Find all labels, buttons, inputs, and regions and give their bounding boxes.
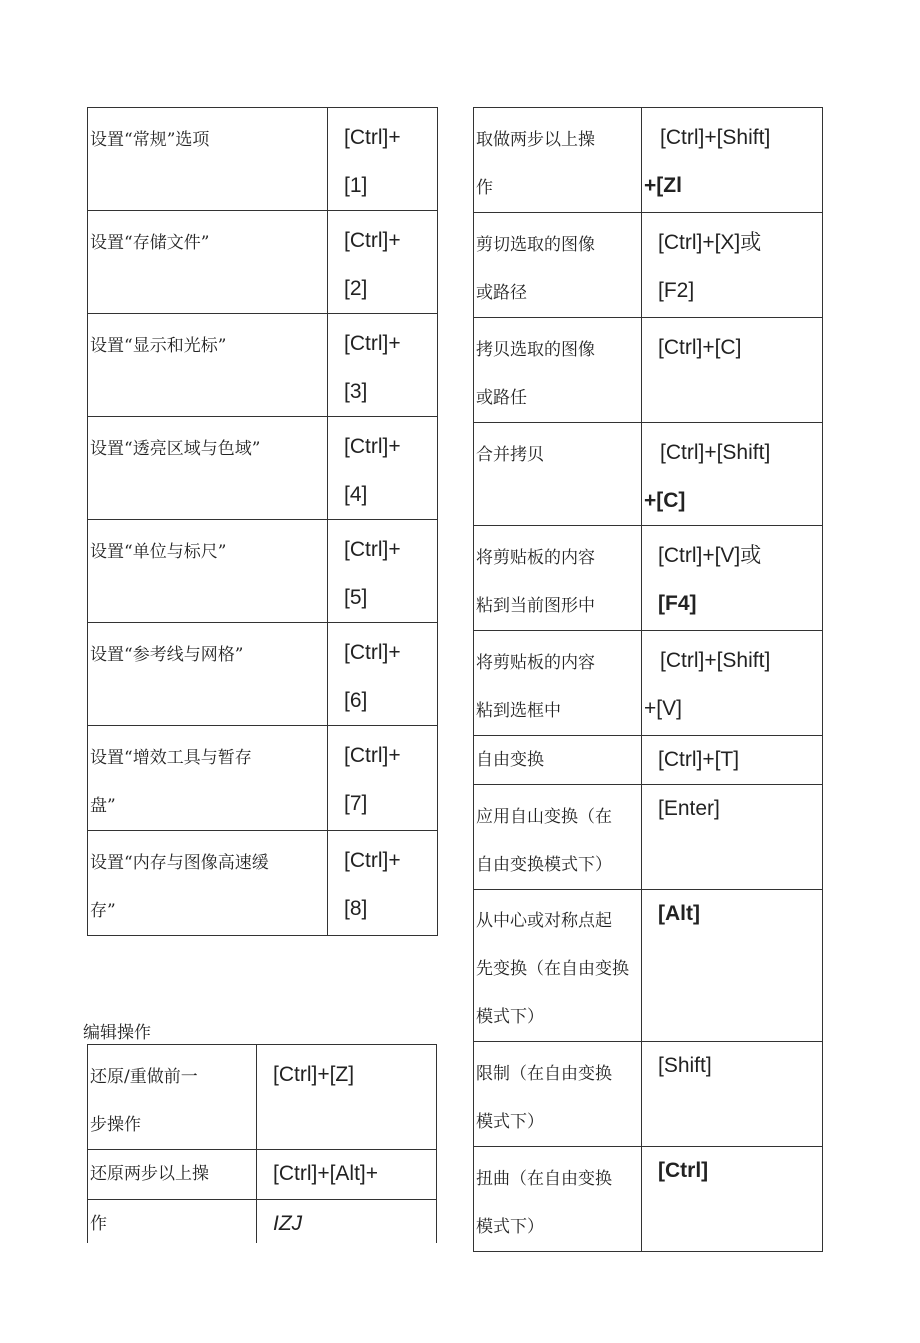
table-row bbox=[88, 314, 438, 417]
table-row bbox=[474, 318, 823, 423]
shortcut-keys: [Ctrl]+[V]或 [F4] bbox=[642, 526, 823, 631]
table-row bbox=[88, 623, 438, 726]
table-row bbox=[474, 1042, 823, 1147]
shortcut-keys: [Ctrl]+[C] bbox=[642, 318, 823, 423]
section-title: 编辑操作 bbox=[83, 1023, 151, 1043]
table-row bbox=[474, 631, 823, 736]
clipboard-transform-shortcut-table bbox=[473, 107, 823, 1252]
table-row bbox=[88, 1150, 437, 1200]
shortcut-keys: [Ctrl]+[T] bbox=[642, 736, 823, 785]
shortcut-keys: [Ctrl]+ [6] bbox=[328, 623, 438, 726]
shortcut-keys: [Ctrl] bbox=[642, 1147, 823, 1252]
table-row bbox=[88, 831, 438, 936]
table-row bbox=[88, 520, 438, 623]
shortcut-keys: [Ctrl]+[Z] bbox=[257, 1045, 437, 1150]
table-row bbox=[474, 785, 823, 890]
table-row bbox=[474, 1147, 823, 1252]
shortcut-description: 还原两步以上操 bbox=[88, 1150, 257, 1200]
table-row bbox=[88, 108, 438, 211]
shortcut-keys: [Ctrl]+ [7] bbox=[328, 726, 438, 831]
shortcut-description: 设置“增效工具与暂存 盘” bbox=[88, 726, 328, 831]
shortcut-description: 扭曲（在自由变换 模式下） bbox=[474, 1147, 642, 1252]
page-bottom-mask bbox=[84, 1243, 444, 1343]
shortcut-keys: [Enter] bbox=[642, 785, 823, 890]
shortcut-keys: [Ctrl]+[Shift] +[Zl bbox=[642, 108, 823, 213]
table-row bbox=[88, 726, 438, 831]
shortcut-keys: IZJ bbox=[257, 1200, 437, 1260]
shortcut-keys: [Ctrl]+[X]或 [F2] bbox=[642, 213, 823, 318]
shortcut-description: 设置“内存与图像高速缓 存” bbox=[88, 831, 328, 936]
table-row bbox=[88, 1045, 437, 1150]
table-row bbox=[88, 417, 438, 520]
shortcut-keys: [Ctrl]+[Shift] +[V] bbox=[642, 631, 823, 736]
shortcut-description: 作 bbox=[88, 1200, 257, 1260]
edit-shortcut-table bbox=[87, 1044, 437, 1260]
table-row bbox=[474, 213, 823, 318]
shortcut-description: 设置“常规”选项 bbox=[88, 108, 328, 211]
shortcut-description: 合并拷贝 bbox=[474, 423, 642, 526]
settings-shortcut-table bbox=[87, 107, 438, 936]
table-row bbox=[88, 211, 438, 314]
table-row bbox=[474, 736, 823, 785]
shortcut-description: 设置“参考线与网格” bbox=[88, 623, 328, 726]
shortcut-description: 还原/重做前一 步操作 bbox=[88, 1045, 257, 1150]
shortcut-description: 从中心或对称点起 先变换（在自由变换 模式下） bbox=[474, 890, 642, 1042]
shortcut-description: 应用自山变换（在 自由变换模式下） bbox=[474, 785, 642, 890]
shortcut-keys: [Alt] bbox=[642, 890, 823, 1042]
shortcut-keys: [Ctrl]+ [1] bbox=[328, 108, 438, 211]
table-row bbox=[474, 526, 823, 631]
shortcut-keys: [Ctrl]+ [4] bbox=[328, 417, 438, 520]
shortcut-description: 自由变换 bbox=[474, 736, 642, 785]
shortcut-description: 设置“单位与标尺” bbox=[88, 520, 328, 623]
shortcut-keys: [Ctrl]+ [2] bbox=[328, 211, 438, 314]
table-row bbox=[474, 108, 823, 213]
shortcut-keys: [Ctrl]+ [3] bbox=[328, 314, 438, 417]
shortcut-keys: [Ctrl]+ [8] bbox=[328, 831, 438, 936]
table-row bbox=[474, 423, 823, 526]
shortcut-keys: [Ctrl]+[Shift] +[C] bbox=[642, 423, 823, 526]
shortcut-description: 取做两步以上操 作 bbox=[474, 108, 642, 213]
shortcut-description: 拷贝选取的图像 或路任 bbox=[474, 318, 642, 423]
shortcut-keys: [Shift] bbox=[642, 1042, 823, 1147]
shortcut-description: 设置“显示和光标” bbox=[88, 314, 328, 417]
shortcut-description: 将剪贴板的内容 粘到当前图形中 bbox=[474, 526, 642, 631]
table-row bbox=[474, 890, 823, 1042]
shortcut-description: 将剪贴板的内容 粘到选框中 bbox=[474, 631, 642, 736]
shortcut-description: 设置“透亮区域与色域” bbox=[88, 417, 328, 520]
shortcut-description: 限制（在自由变换 模式下） bbox=[474, 1042, 642, 1147]
shortcut-keys: [Ctrl]+[Alt]+ bbox=[257, 1150, 437, 1200]
shortcut-keys: [Ctrl]+ [5] bbox=[328, 520, 438, 623]
shortcut-description: 设置“存储文件” bbox=[88, 211, 328, 314]
shortcut-description: 剪切选取的图像 或路径 bbox=[474, 213, 642, 318]
